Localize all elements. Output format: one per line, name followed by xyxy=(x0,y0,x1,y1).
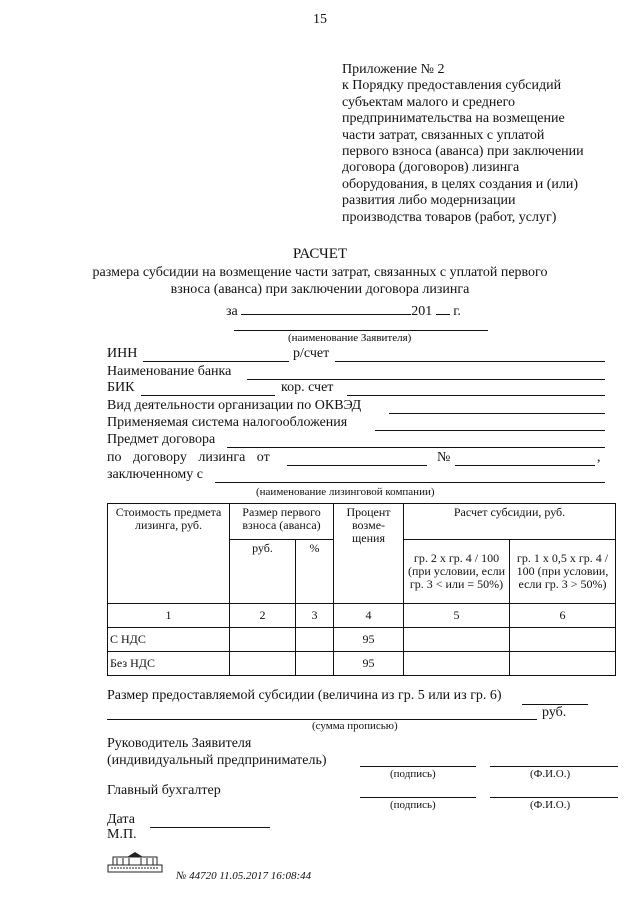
head-signature-blank[interactable] xyxy=(360,766,476,767)
registration-stamp: № 44720 11.05.2017 16:08:44 xyxy=(176,870,312,882)
appendix-line: субъектам малого и среднего xyxy=(342,94,515,110)
lessor-caption: (наименование лизинговой компании) xyxy=(256,486,435,498)
calculation-table xyxy=(107,503,616,676)
header-col5: гр. 2 х гр. 4 / 100 (при условии, если гр. 3 < или = 50%) xyxy=(404,540,510,604)
accountant-fio-blank[interactable] xyxy=(490,797,618,798)
table-cell[interactable] xyxy=(296,652,334,676)
table-cell[interactable] xyxy=(296,628,334,652)
contract-row: по договору лизинга от № , xyxy=(107,450,601,465)
header-percent: Процент возме-щения xyxy=(334,504,404,604)
header-col6: гр. 1 х 0,5 х гр. 4 / 100 (при условии, если гр. 3 > 50%) xyxy=(510,540,616,604)
row-label: С НДС xyxy=(108,628,230,652)
header-calc: Расчет субсидии, руб. xyxy=(404,504,616,540)
appendix-line: Приложение № 2 xyxy=(342,62,445,77)
concluded-label: заключенному с xyxy=(107,467,204,482)
head-line2: (индивидуальный предприниматель) xyxy=(107,753,327,768)
by-contract-label: по договору лизинга от xyxy=(107,450,270,465)
bik-row xyxy=(107,380,615,398)
subsidy-size-label: Размер предоставляемой субсидии (величина из гр. 5 или из гр. 6) xyxy=(107,688,502,703)
appendix-line: первого взноса (аванса) при заключении xyxy=(342,144,584,160)
corr-account-label: кор. счет xyxy=(281,380,334,395)
table-row xyxy=(108,628,616,652)
header-rub: руб. xyxy=(230,540,296,604)
subsidy-size-row xyxy=(107,688,502,704)
applicant-caption: (наименование Заявителя) xyxy=(288,332,412,344)
bik-label: БИК xyxy=(107,380,135,395)
date-label: Дата xyxy=(107,812,135,827)
table-cell[interactable] xyxy=(230,652,296,676)
period-prefix: за xyxy=(226,304,238,319)
table-row xyxy=(108,652,616,676)
year-blank[interactable] xyxy=(436,300,450,315)
contract-date-blank[interactable] xyxy=(287,465,427,466)
accountant-signature-blank[interactable] xyxy=(360,797,476,798)
row-percent: 95 xyxy=(334,652,404,676)
head-line1: Руководитель Заявителя xyxy=(107,736,252,751)
row-percent: 95 xyxy=(334,628,404,652)
inn-blank[interactable] xyxy=(143,361,289,362)
sum-caption: (сумма прописью) xyxy=(312,720,398,732)
contract-subject-row xyxy=(107,432,615,450)
page-number: 15 xyxy=(313,12,327,27)
okved-blank[interactable] xyxy=(389,413,605,414)
government-building-icon xyxy=(107,851,163,873)
period-blank[interactable] xyxy=(241,300,411,315)
period-suffix: г. xyxy=(453,304,461,319)
fio-caption: (Ф.И.О.) xyxy=(530,799,571,811)
tax-system-blank[interactable] xyxy=(375,430,605,431)
contract-number-blank[interactable] xyxy=(455,465,595,466)
period-year: 201 xyxy=(411,304,433,319)
col-number: 2 xyxy=(230,604,296,628)
header-first-payment: Размер первого взноса (аванса) xyxy=(230,504,334,540)
signature-caption: (подпись) xyxy=(390,768,436,780)
concluded-row xyxy=(107,467,615,485)
table-cell[interactable] xyxy=(404,652,510,676)
appendix-line: договора (договоров) лизинга xyxy=(342,160,520,176)
period-line xyxy=(226,300,461,320)
fio-caption: (Ф.И.О.) xyxy=(530,768,571,780)
account-blank[interactable] xyxy=(335,361,605,362)
lessor-blank[interactable] xyxy=(215,482,605,483)
rub-label: руб. xyxy=(542,705,567,720)
contract-subject-blank[interactable] xyxy=(227,447,605,448)
document-title: РАСЧЕТ xyxy=(292,246,348,262)
header-pct: % xyxy=(296,540,334,604)
contract-subject-label: Предмет договора xyxy=(107,432,216,447)
corr-account-blank[interactable] xyxy=(347,395,605,396)
appendix-line: к Порядку предоставления субсидий xyxy=(342,78,562,94)
appendix-line: производства товаров (работ, услуг) xyxy=(342,209,557,225)
appendix-line: развития либо модернизации xyxy=(342,193,516,209)
inn-row xyxy=(107,346,615,364)
table-cell[interactable] xyxy=(510,652,616,676)
applicant-name-line[interactable] xyxy=(234,330,488,331)
document-subtitle xyxy=(0,264,640,298)
appendix-line: оборудования, в целях создания и (или) xyxy=(342,176,579,192)
appendix-header xyxy=(342,62,584,226)
bank-label: Наименование банка xyxy=(107,364,232,379)
table-cell[interactable] xyxy=(510,628,616,652)
table-cell[interactable] xyxy=(404,628,510,652)
col-number: 1 xyxy=(108,604,230,628)
number-sign: № xyxy=(437,450,451,465)
appendix-line: предпринимательства на возмещение xyxy=(342,111,565,127)
head-fio-blank[interactable] xyxy=(490,766,618,767)
tax-system-row xyxy=(107,415,615,433)
inn-label: ИНН xyxy=(107,346,138,361)
subtitle-text: размера субсидии на возмещение части затрат, связанных с уплатой первого взноса (аванса) при заключении договора лизинга xyxy=(92,265,548,297)
header-cost: Стоимость предмета лизинга, руб. xyxy=(108,504,230,604)
okved-label: Вид деятельности организации по ОКВЭД xyxy=(107,398,362,413)
signature-caption: (подпись) xyxy=(390,799,436,811)
row-label: Без НДС xyxy=(108,652,230,676)
date-blank[interactable] xyxy=(150,827,270,828)
table-cell[interactable] xyxy=(230,628,296,652)
tax-system-label: Применяемая система налогообложения xyxy=(107,415,348,430)
col-number: 6 xyxy=(510,604,616,628)
account-label: р/счет xyxy=(293,346,330,361)
col-number: 5 xyxy=(404,604,510,628)
seal-label: М.П. xyxy=(107,827,137,842)
col-number: 4 xyxy=(334,604,404,628)
col-number: 3 xyxy=(296,604,334,628)
chief-accountant-label: Главный бухгалтер xyxy=(107,783,221,798)
okved-row xyxy=(107,398,615,416)
appendix-line: части затрат, связанных с уплатой xyxy=(342,127,545,143)
bik-blank[interactable] xyxy=(141,395,275,396)
